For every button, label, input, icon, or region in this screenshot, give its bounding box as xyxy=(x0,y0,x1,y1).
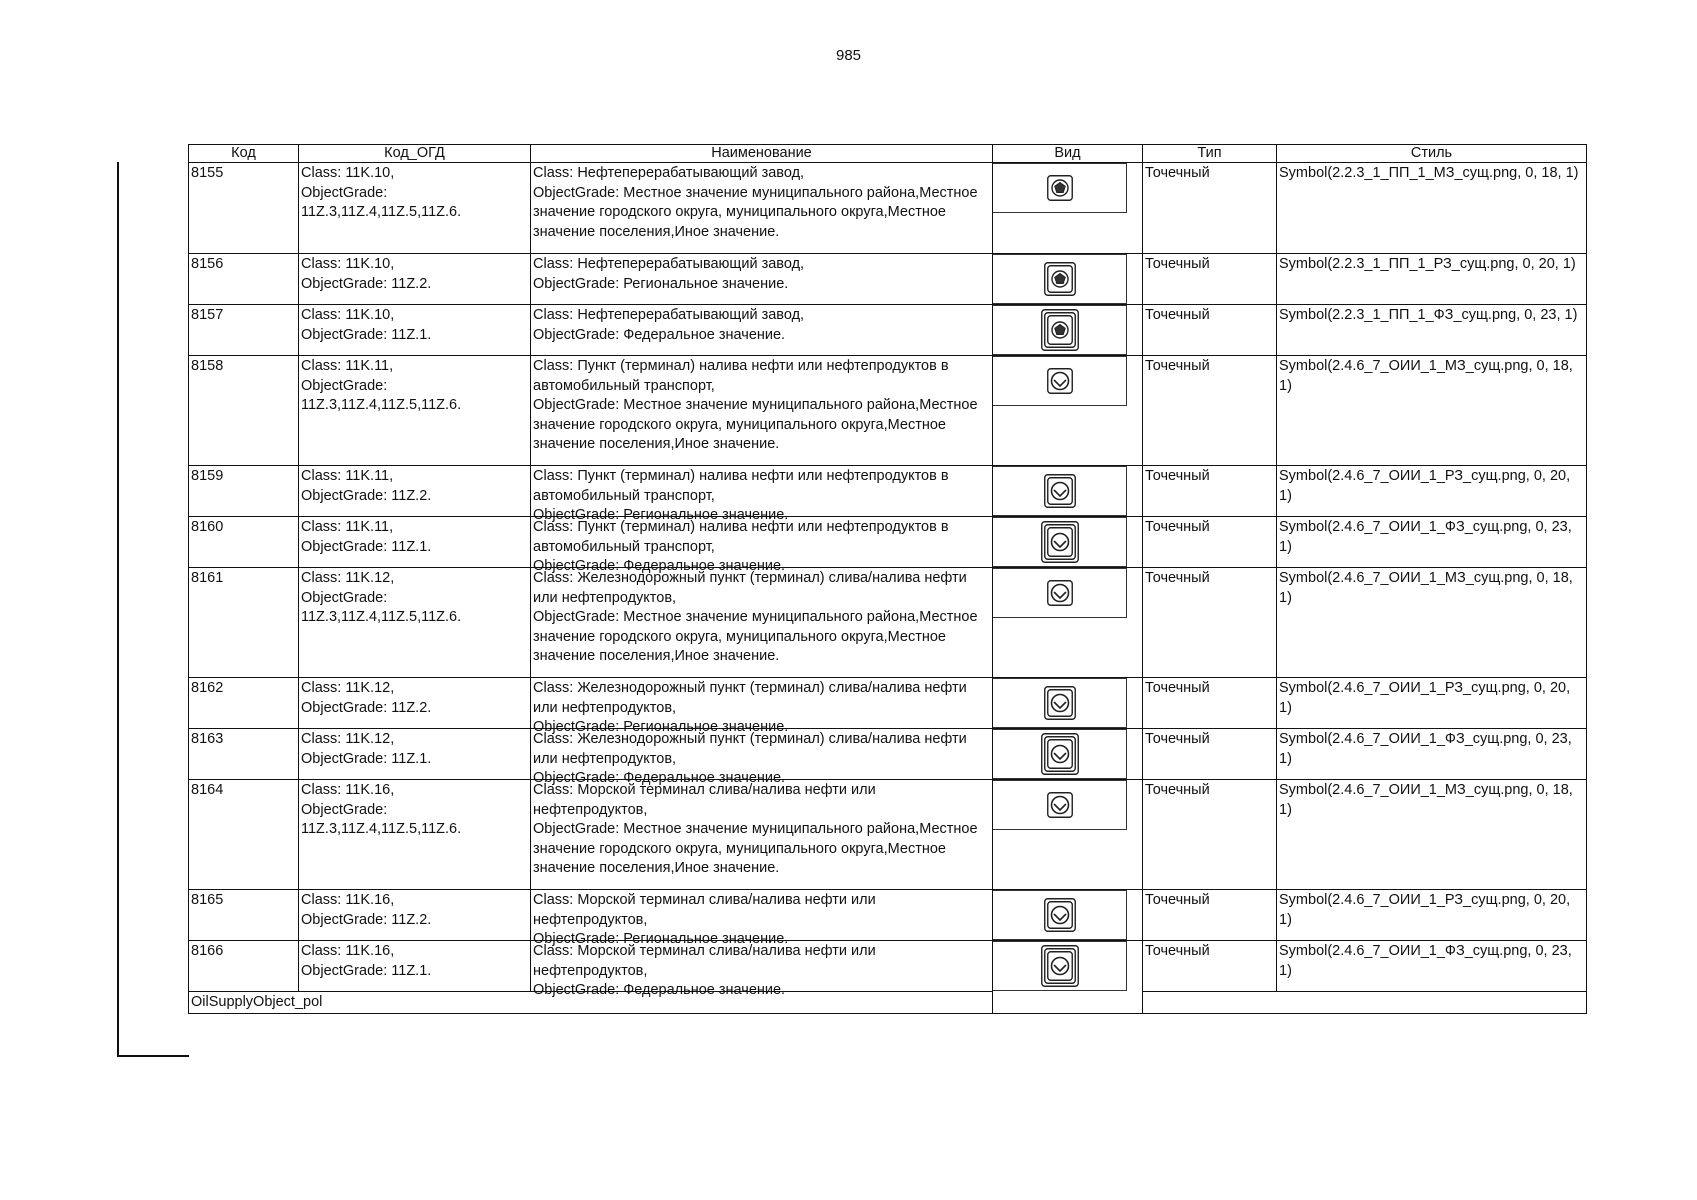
footer-view-cell xyxy=(993,991,1143,1014)
row-view xyxy=(993,517,1143,568)
row-ogd-code-text: Class: 11K.10, ObjectGrade: 11Z.2. xyxy=(301,256,432,292)
row-name xyxy=(531,163,993,254)
row-name-text: Class: Морской терминал слива/налива нефти или нефтепродуктов, ObjectGrade: Местное значение муниципального района,Местное значение городского округа, муниципального округа,Местное значение поселения,Иное значение. xyxy=(533,782,978,876)
symbol-preview xyxy=(993,466,1127,516)
symbol-preview xyxy=(993,780,1127,830)
row-name-text: Class: Пункт (терминал) налива нефти или нефтепродуктов в автомобильный транспорт, ObjectGrade: Региональное значение. xyxy=(533,468,949,523)
row-name-text: Class: Железнодорожный пункт (терминал) слива/налива нефти или нефтепродуктов, ObjectGrade: Региональное значение. xyxy=(533,680,967,735)
row-name xyxy=(531,466,993,523)
row-type-text: Точечный xyxy=(1145,165,1210,181)
header-type: Тип xyxy=(1143,145,1277,163)
row-code-text: 8155 xyxy=(191,165,224,181)
row-name xyxy=(531,780,993,890)
row-type-text: Точечный xyxy=(1145,358,1210,374)
row-code-text: 8160 xyxy=(191,519,224,535)
row-style xyxy=(1277,568,1587,678)
row-ogd-code xyxy=(299,517,531,568)
header-view: Вид xyxy=(993,145,1143,163)
table-footer-row xyxy=(189,991,1587,1014)
row-style-text: Symbol(2.4.6_7_ОИИ_1_МЗ_сущ.png, 0, 18, 1) xyxy=(1279,782,1573,818)
row-ogd-code-text: Class: 11K.16, ObjectGrade: 11Z.1. xyxy=(301,943,432,979)
row-type xyxy=(1143,163,1277,254)
row-type-text: Точечный xyxy=(1145,570,1210,586)
row-code-text: 8165 xyxy=(191,892,224,908)
row-code xyxy=(189,780,299,890)
row-name-text: Class: Нефтеперерабатывающий завод, ObjectGrade: Местное значение муниципального района,Местное значение городского округа, муниципального округа,Местное значение поселения,Иное значение. xyxy=(533,165,978,240)
table-header-row xyxy=(189,145,1587,163)
row-style-text: Symbol(2.4.6_7_ОИИ_1_МЗ_сущ.png, 0, 18, 1) xyxy=(1279,570,1573,606)
symbol-preview xyxy=(993,890,1127,940)
row-style-text: Symbol(2.4.6_7_ОИИ_1_ФЗ_сущ.png, 0, 23, 1) xyxy=(1279,519,1572,555)
refinery-regional-icon xyxy=(1044,262,1076,296)
sea-terminal-federal-icon xyxy=(1041,945,1079,987)
table-row xyxy=(189,254,1587,305)
row-view xyxy=(993,678,1143,729)
row-code xyxy=(189,466,299,517)
row-name xyxy=(531,254,993,305)
row-code-text: 8163 xyxy=(191,731,224,747)
row-code xyxy=(189,568,299,678)
row-code xyxy=(189,254,299,305)
row-code xyxy=(189,356,299,466)
table-row xyxy=(189,517,1587,568)
row-type xyxy=(1143,780,1277,890)
symbol-table-container xyxy=(188,144,1586,1014)
row-name-text: Class: Нефтеперерабатывающий завод, ObjectGrade: Региональное значение. xyxy=(533,256,805,292)
row-ogd-code-text: Class: 11K.12, ObjectGrade: 11Z.3,11Z.4,11Z.5,11Z.6. xyxy=(301,570,462,625)
row-name xyxy=(531,517,993,574)
row-ogd-code xyxy=(299,780,531,890)
layer-name-label: OilSupplyObject_pol xyxy=(189,991,993,1014)
row-type xyxy=(1143,568,1277,678)
table-row xyxy=(189,941,1587,992)
table-row xyxy=(189,780,1587,890)
row-view xyxy=(993,254,1143,305)
symbol-preview xyxy=(993,305,1127,355)
row-ogd-code-text: Class: 11K.12, ObjectGrade: 11Z.2. xyxy=(301,680,432,716)
oil-terminal-federal-icon xyxy=(1041,521,1079,563)
row-type-text: Точечный xyxy=(1145,468,1210,484)
refinery-federal-icon xyxy=(1041,309,1079,351)
row-ogd-code xyxy=(299,890,531,941)
row-name-text: Class: Нефтеперерабатывающий завод, ObjectGrade: Федеральное значение. xyxy=(533,307,805,343)
table-row xyxy=(189,305,1587,356)
sea-terminal-local-icon xyxy=(1047,792,1073,818)
footer-blank-cell xyxy=(1143,991,1587,1014)
row-view xyxy=(993,163,1143,254)
row-style xyxy=(1277,305,1587,356)
row-name xyxy=(531,890,993,947)
row-style-text: Symbol(2.4.6_7_ОИИ_1_РЗ_сущ.png, 0, 20, 1) xyxy=(1279,680,1571,716)
row-code-text: 8161 xyxy=(191,570,224,586)
row-type xyxy=(1143,890,1277,941)
row-type-text: Точечный xyxy=(1145,892,1210,908)
row-ogd-code xyxy=(299,729,531,780)
row-code-text: 8159 xyxy=(191,468,224,484)
row-type-text: Точечный xyxy=(1145,943,1210,959)
oil-terminal-local-icon xyxy=(1047,368,1073,394)
row-view xyxy=(993,568,1143,678)
header-code: Код xyxy=(189,145,299,163)
symbol-preview xyxy=(993,356,1127,406)
row-ogd-code xyxy=(299,678,531,729)
row-ogd-code-text: Class: 11K.16, ObjectGrade: 11Z.3,11Z.4,11Z.5,11Z.6. xyxy=(301,782,462,837)
row-type xyxy=(1143,729,1277,780)
row-code-text: 8162 xyxy=(191,680,224,696)
row-name-text: Class: Железнодорожный пункт (терминал) слива/налива нефти или нефтепродуктов, ObjectGrade: Федеральное значение. xyxy=(533,731,967,786)
row-ogd-code-text: Class: 11K.10, ObjectGrade: 11Z.3,11Z.4,11Z.5,11Z.6. xyxy=(301,165,462,220)
row-code xyxy=(189,305,299,356)
row-style xyxy=(1277,517,1587,568)
row-style xyxy=(1277,356,1587,466)
row-type xyxy=(1143,517,1277,568)
row-style-text: Symbol(2.4.6_7_ОИИ_1_ФЗ_сущ.png, 0, 23, 1) xyxy=(1279,731,1572,767)
row-ogd-code xyxy=(299,305,531,356)
row-style xyxy=(1277,466,1587,517)
symbol-preview xyxy=(993,517,1127,567)
margin-rule-foot xyxy=(117,1055,189,1057)
row-code xyxy=(189,517,299,568)
row-style-text: Symbol(2.2.3_1_ПП_1_РЗ_сущ.png, 0, 20, 1) xyxy=(1279,256,1576,272)
row-ogd-code xyxy=(299,356,531,466)
row-type xyxy=(1143,466,1277,517)
row-ogd-code-text: Class: 11K.11, ObjectGrade: 11Z.2. xyxy=(301,468,432,504)
row-code xyxy=(189,678,299,729)
row-ogd-code xyxy=(299,163,531,254)
row-name xyxy=(531,678,993,735)
row-code xyxy=(189,890,299,941)
row-name-text: Class: Пункт (терминал) налива нефти или нефтепродуктов в автомобильный транспорт, ObjectGrade: Местное значение муниципального района,Местное значение городского округа, муниципального округа,Местное значение поселения,Иное значение. xyxy=(533,358,978,452)
table-row xyxy=(189,163,1587,254)
row-name xyxy=(531,941,993,998)
table-row xyxy=(189,729,1587,780)
row-name xyxy=(531,729,993,786)
margin-rule xyxy=(117,162,119,1056)
row-view xyxy=(993,941,1143,992)
row-code xyxy=(189,163,299,254)
sea-terminal-regional-icon xyxy=(1044,898,1076,932)
row-style-text: Symbol(2.4.6_7_ОИИ_1_РЗ_сущ.png, 0, 20, 1) xyxy=(1279,892,1571,928)
row-ogd-code-text: Class: 11K.12, ObjectGrade: 11Z.1. xyxy=(301,731,432,767)
symbol-preview xyxy=(993,941,1127,991)
row-type-text: Точечный xyxy=(1145,680,1210,696)
row-view xyxy=(993,890,1143,941)
row-ogd-code-text: Class: 11K.16, ObjectGrade: 11Z.2. xyxy=(301,892,432,928)
row-ogd-code-text: Class: 11K.11, ObjectGrade: 11Z.1. xyxy=(301,519,432,555)
table-row xyxy=(189,890,1587,941)
row-view xyxy=(993,356,1143,466)
row-name-text: Class: Железнодорожный пункт (терминал) слива/налива нефти или нефтепродуктов, ObjectGrade: Местное значение муниципального района,Местное значение городского округа, муниципального округа,Местное значение поселения,Иное значение. xyxy=(533,570,978,664)
symbol-preview xyxy=(993,729,1127,779)
rail-terminal-federal-icon xyxy=(1041,733,1079,775)
table-row xyxy=(189,678,1587,729)
row-style-text: Symbol(2.2.3_1_ПП_1_ФЗ_сущ.png, 0, 23, 1) xyxy=(1279,307,1578,323)
symbol-preview xyxy=(993,254,1127,304)
row-code xyxy=(189,729,299,780)
rail-terminal-regional-icon xyxy=(1044,686,1076,720)
row-type-text: Точечный xyxy=(1145,256,1210,272)
table-row xyxy=(189,356,1587,466)
row-ogd-code xyxy=(299,254,531,305)
row-type xyxy=(1143,678,1277,729)
refinery-local-icon xyxy=(1047,175,1073,201)
row-type-text: Точечный xyxy=(1145,307,1210,323)
header-name: Наименование xyxy=(531,145,993,163)
row-style xyxy=(1277,678,1587,729)
table-row xyxy=(189,568,1587,678)
row-name xyxy=(531,356,993,466)
row-style-text: Symbol(2.4.6_7_ОИИ_1_ФЗ_сущ.png, 0, 23, 1) xyxy=(1279,943,1572,979)
row-type xyxy=(1143,305,1277,356)
table-row xyxy=(189,466,1587,517)
symbol-preview xyxy=(993,678,1127,728)
row-name-text: Class: Морской терминал слива/налива нефти или нефтепродуктов, ObjectGrade: Федеральное значение. xyxy=(533,943,876,998)
symbol-preview xyxy=(993,163,1127,213)
header-ogd-code: Код_ОГД xyxy=(299,145,531,163)
symbol-table xyxy=(188,144,1587,1014)
row-name-text: Class: Морской терминал слива/налива нефти или нефтепродуктов, ObjectGrade: Региональное значение. xyxy=(533,892,876,947)
row-ogd-code-text: Class: 11K.10, ObjectGrade: 11Z.1. xyxy=(301,307,432,343)
row-style-text: Symbol(2.4.6_7_ОИИ_1_РЗ_сущ.png, 0, 20, 1) xyxy=(1279,468,1571,504)
row-name-text: Class: Пункт (терминал) налива нефти или нефтепродуктов в автомобильный транспорт, ObjectGrade: Федеральное значение. xyxy=(533,519,949,574)
row-ogd-code xyxy=(299,466,531,517)
row-style xyxy=(1277,780,1587,890)
row-type xyxy=(1143,356,1277,466)
row-ogd-code xyxy=(299,941,531,992)
row-style xyxy=(1277,941,1587,992)
row-type-text: Точечный xyxy=(1145,782,1210,798)
row-style-text: Symbol(2.2.3_1_ПП_1_МЗ_сущ.png, 0, 18, 1) xyxy=(1279,165,1579,181)
row-style xyxy=(1277,163,1587,254)
symbol-preview xyxy=(993,568,1127,618)
row-code-text: 8157 xyxy=(191,307,224,323)
row-ogd-code xyxy=(299,568,531,678)
header-style: Стиль xyxy=(1277,145,1587,163)
row-code xyxy=(189,941,299,992)
row-style xyxy=(1277,890,1587,941)
row-code-text: 8158 xyxy=(191,358,224,374)
row-type xyxy=(1143,254,1277,305)
row-type xyxy=(1143,941,1277,992)
oil-terminal-regional-icon xyxy=(1044,474,1076,508)
row-style xyxy=(1277,254,1587,305)
rail-terminal-local-icon xyxy=(1047,580,1073,606)
row-code-text: 8164 xyxy=(191,782,224,798)
row-ogd-code-text: Class: 11K.11, ObjectGrade: 11Z.3,11Z.4,11Z.5,11Z.6. xyxy=(301,358,462,413)
row-view xyxy=(993,729,1143,780)
row-type-text: Точечный xyxy=(1145,519,1210,535)
table-body xyxy=(189,163,1587,998)
row-style-text: Symbol(2.4.6_7_ОИИ_1_МЗ_сущ.png, 0, 18, 1) xyxy=(1279,358,1573,394)
row-style xyxy=(1277,729,1587,780)
row-code-text: 8166 xyxy=(191,943,224,959)
row-type-text: Точечный xyxy=(1145,731,1210,747)
row-name xyxy=(531,568,993,678)
row-view xyxy=(993,305,1143,356)
row-view xyxy=(993,780,1143,890)
row-name xyxy=(531,305,993,356)
page-number: 985 xyxy=(835,47,862,64)
row-view xyxy=(993,466,1143,517)
row-code-text: 8156 xyxy=(191,256,224,272)
